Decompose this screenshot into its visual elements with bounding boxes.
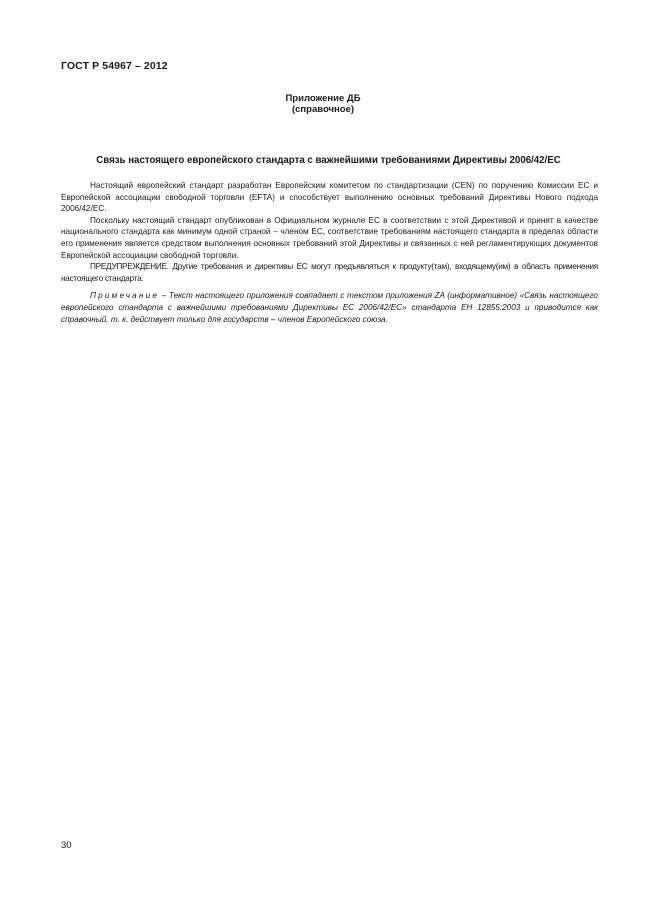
page-number: 30 — [61, 840, 72, 851]
annex-body — [61, 180, 598, 325]
note-paragraph — [61, 290, 598, 325]
annex-title: Приложение ДБ — [285, 93, 361, 104]
paragraph-development: Настоящий европейский стандарт разработан Европейским комитетом по стандартизации (CEN) по поручению Комиссии ЕС и Европейской ассоциации свободной торговли (EFTA) и способствует выполнению основных требований Директивы Нового подхода 2006/42/ЕС. — [61, 181, 598, 214]
section-title: Связь настоящего европейского стандарта с важнейшими требованиями Директивы 2006/42/ЕС — [96, 155, 561, 166]
paragraph-warning: ПРЕДУПРЕЖДЕНИЕ. Другие требования и директивы ЕС могут предъявляться к продукту(там), входящему(им) в область применения настоящего стандарта. — [61, 262, 598, 283]
annex-heading — [0, 93, 646, 115]
annex-type: (справочное) — [291, 104, 355, 115]
document-header-code: ГОСТ Р 54967 – 2012 — [61, 60, 168, 72]
paragraph-conformity: Поскольку настоящий стандарт опубликован в Официальном журнале ЕС в соответствии с этой Директивой и принят в качестве национального стандарта как минимум одной страной – членом ЕС, соответствие требованиям настоящего стандарта в пределах области его применения является средством выполнения основных требований этой Директивы и связанных с ней регламентирующих документов Европейской ассоциации свободной торговли. — [61, 215, 598, 260]
note-text: – Текст настоящего приложения совпадает с текстом приложения ZA (информативное) «Связь настоящего европейского стандарта с важнейшими требованиями Директивы ЕС 2006/42/ЕС» стандарта ЕН 12855:2003 и приводится как справочный, т. к. действует только для государств – членов Европейского союза. — [61, 291, 598, 324]
note-label: Примечание — [90, 291, 160, 301]
